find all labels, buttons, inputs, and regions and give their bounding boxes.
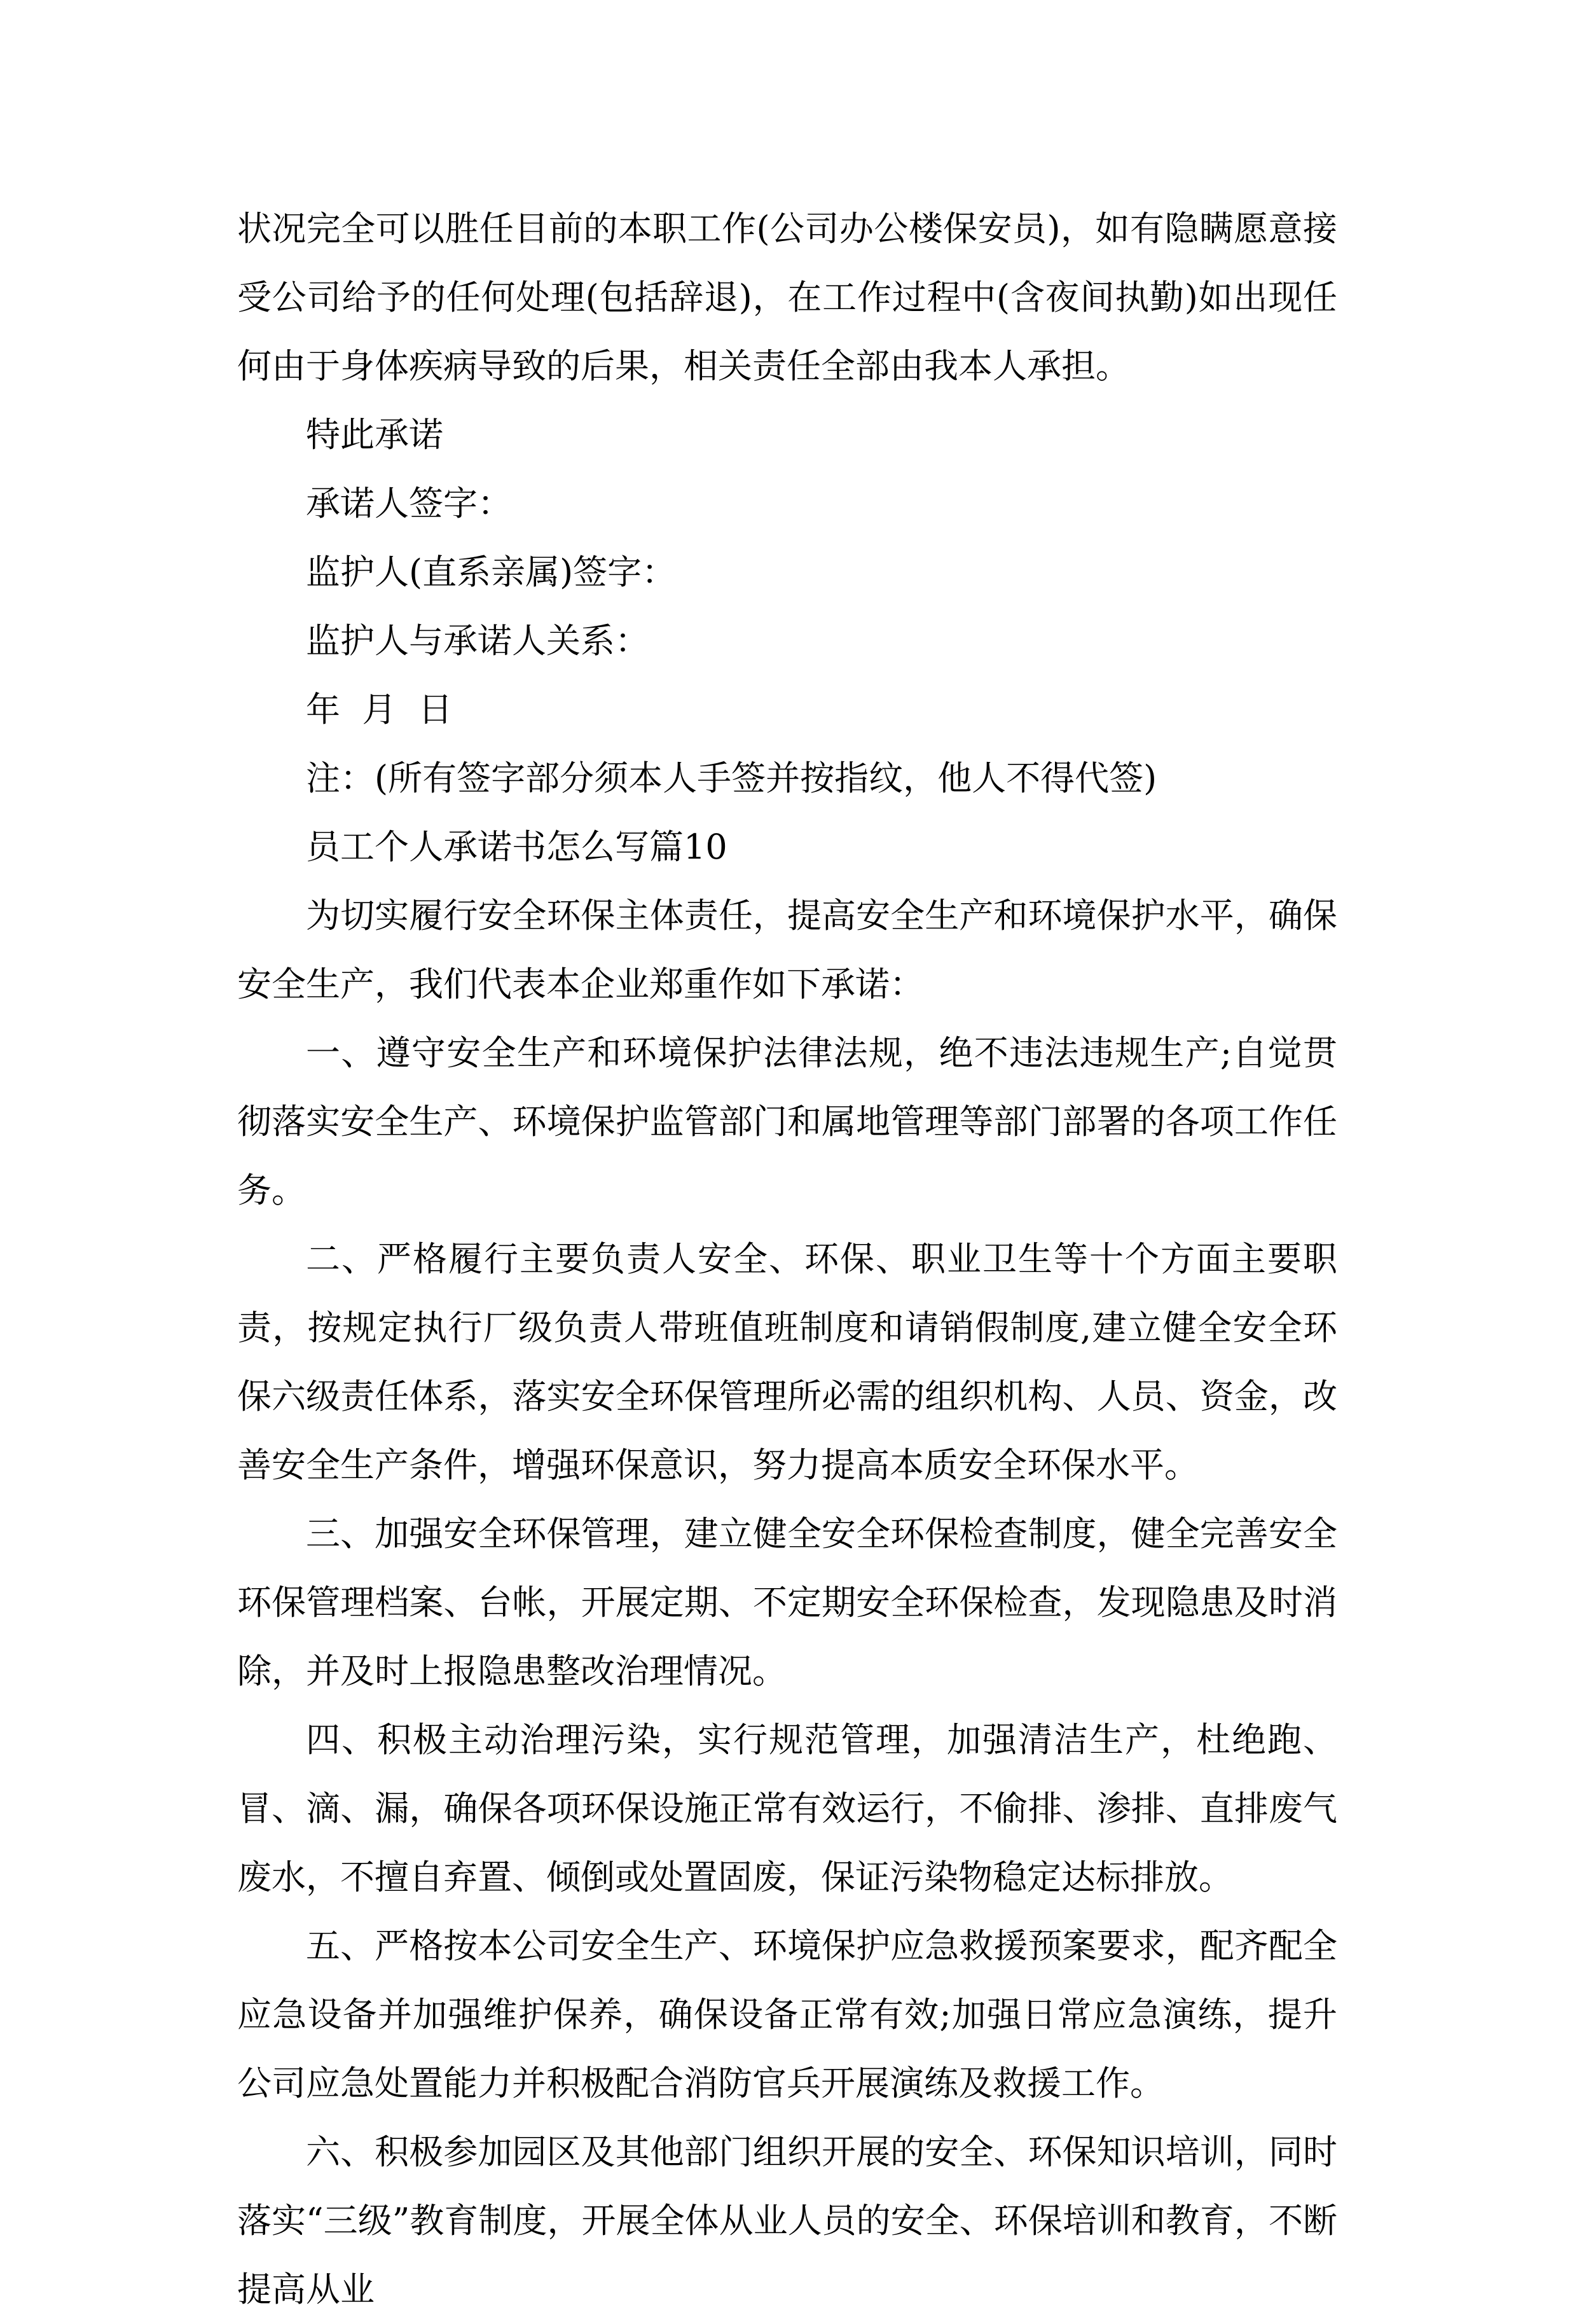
document-body: [237, 195, 1337, 2324]
paragraph-intro: 为切实履行安全环保主体责任，提高安全生产和环境保护水平，确保安全生产，我们代表本企业郑重作如下承诺：: [237, 896, 1337, 1004]
paragraph-note: 注：(所有签字部分须本人手签并按指纹，他人不得代签): [306, 758, 1157, 798]
paragraph-item-6: 六、积极参加园区及其他部门组织开展的安全、环保知识培训，同时落实“三级”教育制度，开展全体从业人员的安全、环保培训和教育，不断提高从业: [237, 2132, 1337, 2309]
paragraph-health-statement: 状况完全可以胜任目前的本职工作(公司办公楼保安员)，如有隐瞒愿意接受公司给予的任何处理(包括辞退)，在工作过程中(含夜间执勤)如出现任何由于身体疾病导致的后果，相关责任全部由我本人承担。: [237, 209, 1337, 386]
paragraph-promisor-signature: 承诺人签字：: [306, 483, 512, 523]
paragraph-item-5: 五、严格按本公司安全生产、环境保护应急救援预案要求，配齐配全应急设备并加强维护保养，确保设备正常有效;加强日常应急演练，提升公司应急处置能力并积极配合消防官兵开展演练及救援工作。: [237, 1926, 1337, 2103]
paragraph-guardian-signature: 监护人(直系亲属)签字：: [306, 552, 677, 592]
paragraph-guardian-relation: 监护人与承诺人关系：: [306, 621, 649, 661]
paragraph-hereby-promise: 特此承诺: [306, 415, 443, 455]
paragraph-date: 年 月 日: [306, 689, 453, 730]
paragraph-item-3: 三、加强安全环保管理，建立健全安全环保检查制度，健全完善安全环保管理档案、台帐，开展定期、不定期安全环保检查，发现隐患及时消除，并及时上报隐患整改治理情况。: [237, 1514, 1337, 1691]
paragraph-item-2: 二、严格履行主要负责人安全、环保、职业卫生等十个方面主要职责，按规定执行厂级负责人带班值班制度和请销假制度,建立健全安全环保六级责任体系，落实安全环保管理所必需的组织机构、人员、资金，改善安全生产条件，增强环保意识，努力提高本质安全环保水平。: [237, 1239, 1337, 1485]
paragraph-item-1: 一、遵守安全生产和环境保护法律法规，绝不违法违规生产;自觉贯彻落实安全生产、环境保护监管部门和属地管理等部门部署的各项工作任务。: [237, 1033, 1337, 1210]
section-heading: 员工个人承诺书怎么写篇10: [306, 827, 727, 867]
paragraph-item-4: 四、积极主动治理污染，实行规范管理，加强清洁生产，杜绝跑、冒、滴、漏，确保各项环保设施正常有效运行，不偷排、渗排、直排废气废水，不擅自弃置、倾倒或处置固废，保证污染物稳定达标排放。: [237, 1720, 1337, 1897]
